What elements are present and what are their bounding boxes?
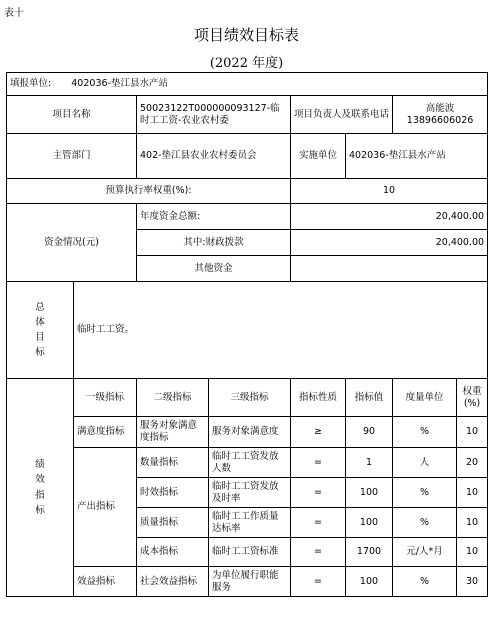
row-level1: 产出指标 [74,448,137,567]
header-weight: 权重(%) [457,379,488,417]
fill-unit-label: 填报单位: [10,78,52,90]
perf-label-char: 标 [35,504,45,516]
row-level2: 质量指标 [137,508,209,538]
row-weight: 10 [457,538,488,567]
row-value: 1 [346,448,393,478]
header-nature: 指标性质 [291,379,346,417]
overall-goal-label [7,282,74,379]
header-unit: 度量单位 [393,379,457,417]
project-lead-name: 高能波 [425,102,455,114]
overall-goal-char: 总 [35,301,45,313]
row-unit: % [393,417,457,448]
row-weight: 10 [457,508,488,538]
table-row [7,448,488,478]
row-level2: 数量指标 [137,448,209,478]
row-unit: % [393,567,457,597]
row-value: 100 [346,567,393,597]
annual-total-label: 年度资金总额: [137,204,291,230]
annual-total-value: 20,400.00 [291,204,488,230]
row-level2: 社会效益指标 [137,567,209,597]
performance-indicators-label [7,379,74,597]
row-level2: 成本指标 [137,538,209,567]
project-lead-value [393,96,488,134]
row-weight: 10 [457,417,488,448]
project-lead-label: 项目负责人及联系电话 [291,96,393,134]
row-level1: 效益指标 [74,567,137,597]
row-unit: 元/人*月 [393,538,457,567]
row-level3: 服务对象满意度 [209,417,291,448]
perf-label-char: 指 [35,489,45,501]
row-unit: % [393,508,457,538]
perf-label-char: 绩 [35,459,45,471]
row-level3: 临时工工资发放及时率 [209,478,291,508]
header-level2: 二级指标 [137,379,209,417]
row-nature: = [291,567,346,597]
row-level2: 服务对象满意度指标 [137,417,209,448]
row-level3: 临时工工作质量达标率 [209,508,291,538]
table-row [7,417,488,448]
header-level1: 一级指标 [74,379,137,417]
impl-unit-value: 402036-垫江县水产站 [346,134,488,179]
fiscal-funds-value: 20,400.00 [291,230,488,256]
budget-weight-label: 预算执行率权重(%): [7,179,291,204]
table-row [7,567,488,597]
dept-value: 402-垫江县农业农村委员会 [137,134,291,179]
overall-goal-char: 标 [35,347,45,359]
row-weight: 10 [457,478,488,508]
project-name-value: 50023122T000000093127-临时工工资-农业农村委 [137,96,291,134]
row-weight: 30 [457,567,488,597]
row-value: 90 [346,417,393,448]
row-value: 100 [346,478,393,508]
header-level3: 三级指标 [209,379,291,417]
row-level2: 时效指标 [137,478,209,508]
row-nature: = [291,508,346,538]
perf-label-char: 效 [35,474,45,486]
fill-unit-row [7,73,488,96]
page-subtitle-year: (2022 年度) [209,56,284,71]
other-funds-label: 其他资金 [137,256,291,282]
funds-label: 资金情况(元) [7,204,137,282]
row-weight: 20 [457,448,488,478]
row-value: 100 [346,508,393,538]
row-nature: ≥ [291,417,346,448]
budget-weight-value: 10 [291,179,488,204]
row-value: 1700 [346,538,393,567]
row-unit: 人 [393,448,457,478]
row-nature: = [291,448,346,478]
row-level1: 满意度指标 [74,417,137,448]
header-value: 指标值 [346,379,393,417]
row-nature: = [291,478,346,508]
dept-label: 主管部门 [7,134,137,179]
row-level3: 临时工工资标准 [209,538,291,567]
fill-unit-value: 402036-垫江县水产站 [71,78,168,90]
project-name-label: 项目名称 [7,96,137,134]
impl-unit-label: 实施单位 [291,134,346,179]
project-lead-phone: 13896606026 [406,114,474,126]
row-unit: % [393,478,457,508]
overall-goal-char: 体 [35,316,45,328]
table-number-label: 表十 [4,8,24,19]
overall-goal-char: 目 [35,332,45,343]
performance-goal-table [6,72,488,597]
overall-goal-text: 临时工工资。 [74,282,488,379]
fiscal-funds-label: 其中:财政拨款 [137,230,291,256]
row-level3: 临时工工资发放人数 [209,448,291,478]
other-funds-value [291,256,488,282]
row-nature: = [291,538,346,567]
page-title: 项目绩效目标表 [193,26,299,44]
row-level3: 为单位履行职能服务 [209,567,291,597]
